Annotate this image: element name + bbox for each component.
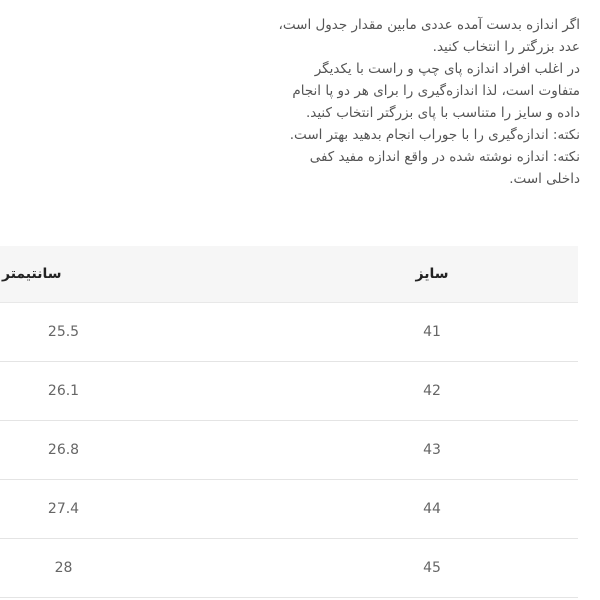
- note-line: نکته: اندازه نوشته شده در واقع اندازه مفید کفی: [309, 149, 580, 165]
- header-size: سایز: [286, 246, 578, 302]
- cell-centimeter: 28: [0, 538, 286, 597]
- cell-size: 43: [286, 420, 578, 479]
- table-body: [0, 302, 578, 597]
- table-header: [0, 246, 578, 302]
- note-line: در اغلب افراد اندازه پای چپ و راست با یکدیگر: [314, 61, 580, 77]
- cell-centimeter: 27.4: [0, 479, 286, 538]
- table-header-row: [0, 246, 578, 302]
- note-line: نکته: اندازه‌گیری را با جوراب انجام بدهید بهتر است.: [289, 127, 580, 143]
- note-line: داده و سایز را متناسب با پای بزرگتر انتخاب کنید.: [305, 105, 580, 121]
- table-row: [0, 361, 578, 420]
- note-line: عدد بزرگتر را انتخاب کنید.: [432, 39, 580, 55]
- table-row: [0, 538, 578, 597]
- note-line: اگر اندازه بدست آمده عددی مابین مقدار جدول است،: [278, 17, 580, 33]
- cell-size: 45: [286, 538, 578, 597]
- table-row: [0, 420, 578, 479]
- cell-size: 42: [286, 361, 578, 420]
- table-row: [0, 302, 578, 361]
- cell-size: 41: [286, 302, 578, 361]
- table-row: [0, 479, 578, 538]
- cell-size: 44: [286, 479, 578, 538]
- size-guide-notes: [260, 14, 580, 190]
- note-line: متفاوت است، لذا اندازه‌گیری را برای هر دو پا انجام: [292, 83, 580, 99]
- size-chart-table: [0, 246, 578, 598]
- note-line: داخلی است.: [509, 171, 580, 187]
- cell-centimeter: 25.5: [0, 302, 286, 361]
- header-centimeter: سانتیمتر: [0, 246, 286, 302]
- cell-centimeter: 26.8: [0, 420, 286, 479]
- cell-centimeter: 26.1: [0, 361, 286, 420]
